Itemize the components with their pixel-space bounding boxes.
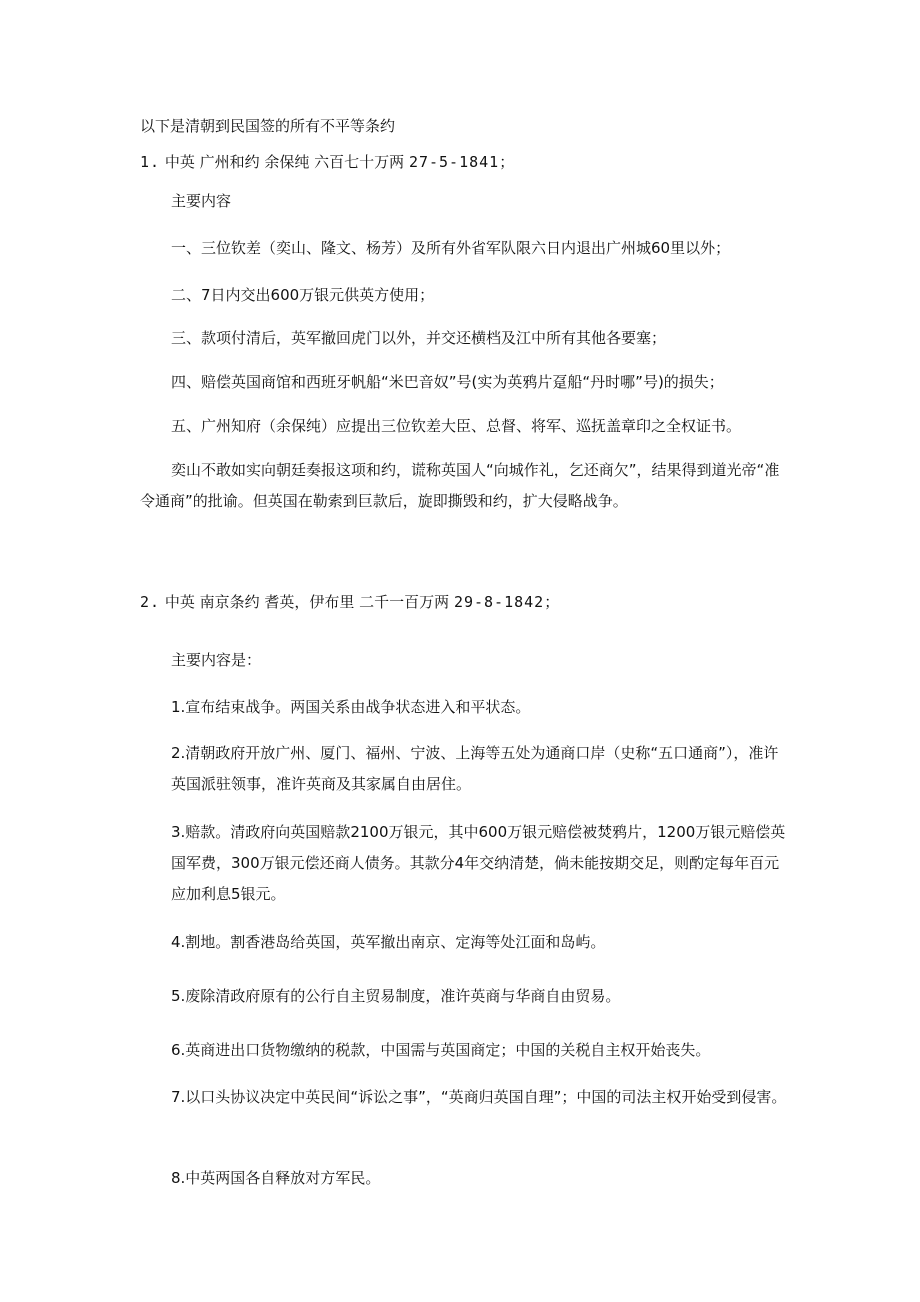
treaty-date: 29-8-1842	[453, 593, 545, 611]
content-item: 5.废除清政府原有的公行自主贸易制度，准许英商与华商自由贸易。	[171, 987, 621, 1005]
content-item: 三、款项付清后，英军撤回虎门以外，并交还横档及江中所有其他各要塞；	[171, 329, 667, 347]
treaty-title: 中英 广州和约 余保纯 六百七十万两	[164, 153, 405, 171]
document-title: 以下是清朝到民国签的所有不平等条约	[140, 117, 396, 135]
section-subtitle: 主要内容	[171, 192, 232, 210]
content-item: 6.英商进出口货物缴纳的税款，中国需与英国商定；中国的关税自主权开始丧失。	[171, 1041, 711, 1059]
content-item: 1.宣布结束战争。两国关系由战争状态进入和平状态。	[171, 698, 531, 716]
treaty-number: 2.	[140, 593, 161, 611]
content-item: 二、7日内交出600万银元供英方使用；	[171, 286, 435, 304]
treaty-number: 1.	[140, 153, 161, 171]
treaty-end-mark: ；	[499, 153, 515, 171]
content-item: 2.清朝政府开放广州、厦门、福州、宁波、上海等五处为通商口岸（史称“五口通商”），准许英国派驻领事，准许英商及其家属自由居住。	[171, 744, 779, 793]
treaty-end-mark: ；	[544, 593, 560, 611]
content-item: 7.以口头协议决定中英民间“诉讼之事”，“英商归英国自理”；中国的司法主权开始受到侵害。	[171, 1088, 787, 1106]
treaty-date: 27-5-1841	[408, 153, 500, 171]
treaty-note: 奕山不敢如实向朝廷奏报这项和约，谎称英国人“向城作礼，乞还商欠”，结果得到道光帝“准令通商”的批谕。但英国在勒索到巨款后，旋即撕毁和约，扩大侵略战争。	[140, 461, 780, 510]
section-subtitle: 主要内容是：	[171, 651, 262, 669]
treaty-title: 中英 南京条约 耆英，伊布里 二千一百万两	[164, 593, 450, 611]
content-item: 五、广州知府（余保纯）应提出三位钦差大臣、总督、将军、巡抚盖章印之全权证书。	[171, 417, 742, 435]
content-item: 一、三位钦差（奕山、隆文、杨芳）及所有外省军队限六日内退出广州城60里以外；	[171, 239, 731, 257]
treaty-heading-1	[140, 152, 514, 172]
content-item: 8.中英两国各自释放对方军民。	[171, 1169, 381, 1187]
treaty-heading-2	[140, 592, 559, 612]
content-item: 3.赔款。清政府向英国赔款2100万银元，其中600万银元赔偿被焚鸦片，1200万银元赔偿英国军费，300万银元偿还商人债务。其款分4年交纳清楚，倘未能按期交足，则酌定每年百元应加利息5银元。	[171, 823, 786, 903]
content-item: 4.割地。割香港岛给英国，英军撤出南京、定海等处江面和岛屿。	[171, 933, 606, 951]
content-item: 四、赔偿英国商馆和西班牙帆船“米巴音奴”号(实为英鸦片趸船“丹时哪”号)的损失；	[171, 373, 724, 391]
